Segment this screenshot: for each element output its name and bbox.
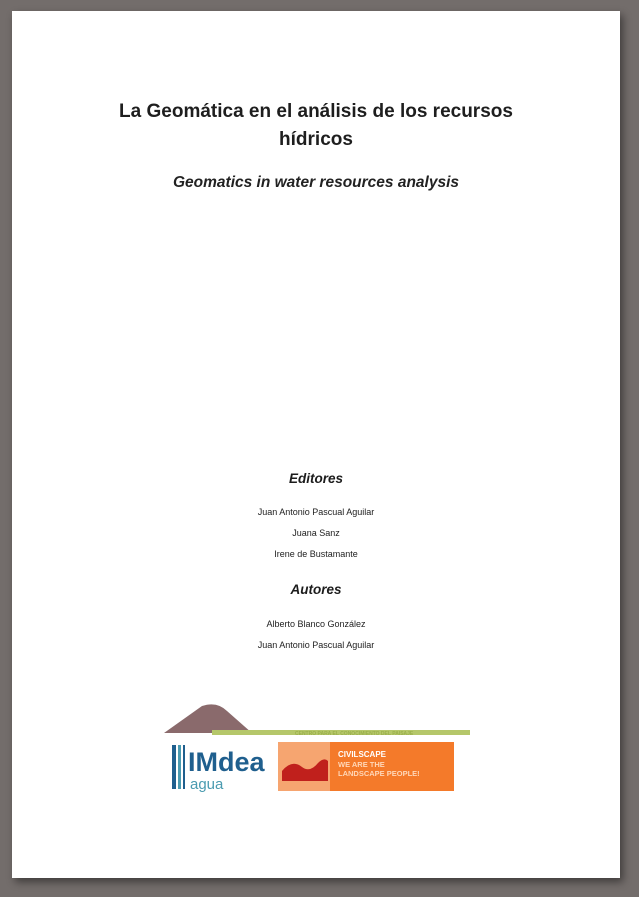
mountain-logo-icon: [164, 704, 252, 733]
imdea-bar-icon: [172, 745, 176, 789]
civilscape-name: CIVILSCAPE: [338, 750, 387, 759]
editor-name: Irene de Bustamante: [274, 549, 358, 559]
author-name: Alberto Blanco González: [266, 619, 366, 629]
imdea-bar-icon: [183, 745, 185, 789]
author-name: Juan Antonio Pascual Aguilar: [257, 640, 375, 650]
title-line-1: La Geomática en el análisis de los recursos: [119, 101, 513, 122]
imdea-bar-icon: [178, 745, 181, 789]
civilscape-logo: [278, 742, 454, 791]
document-subtitle: Geomatics in water resources analysis: [172, 174, 460, 191]
document-page: [12, 11, 620, 878]
imdea-mark: IMdea: [188, 747, 265, 777]
civilscape-tagline: WE ARE THE: [338, 760, 385, 769]
civilscape-tagline: LANDSCAPE PEOPLE!: [338, 769, 420, 778]
imdea-logo: [172, 745, 266, 793]
title-line-2: hídricos: [279, 129, 353, 150]
imdea-sub: agua: [190, 776, 224, 793]
editor-name: Juana Sanz: [292, 528, 340, 538]
editors-heading: Editores: [288, 471, 343, 486]
editor-name: Juan Antonio Pascual Aguilar: [257, 507, 375, 517]
authors-heading: Autores: [290, 582, 342, 597]
logos-block: [12, 11, 620, 878]
banner-text: CENTRO PARA EL CONOCIMIENTO DEL PAISAJE: [295, 731, 414, 737]
